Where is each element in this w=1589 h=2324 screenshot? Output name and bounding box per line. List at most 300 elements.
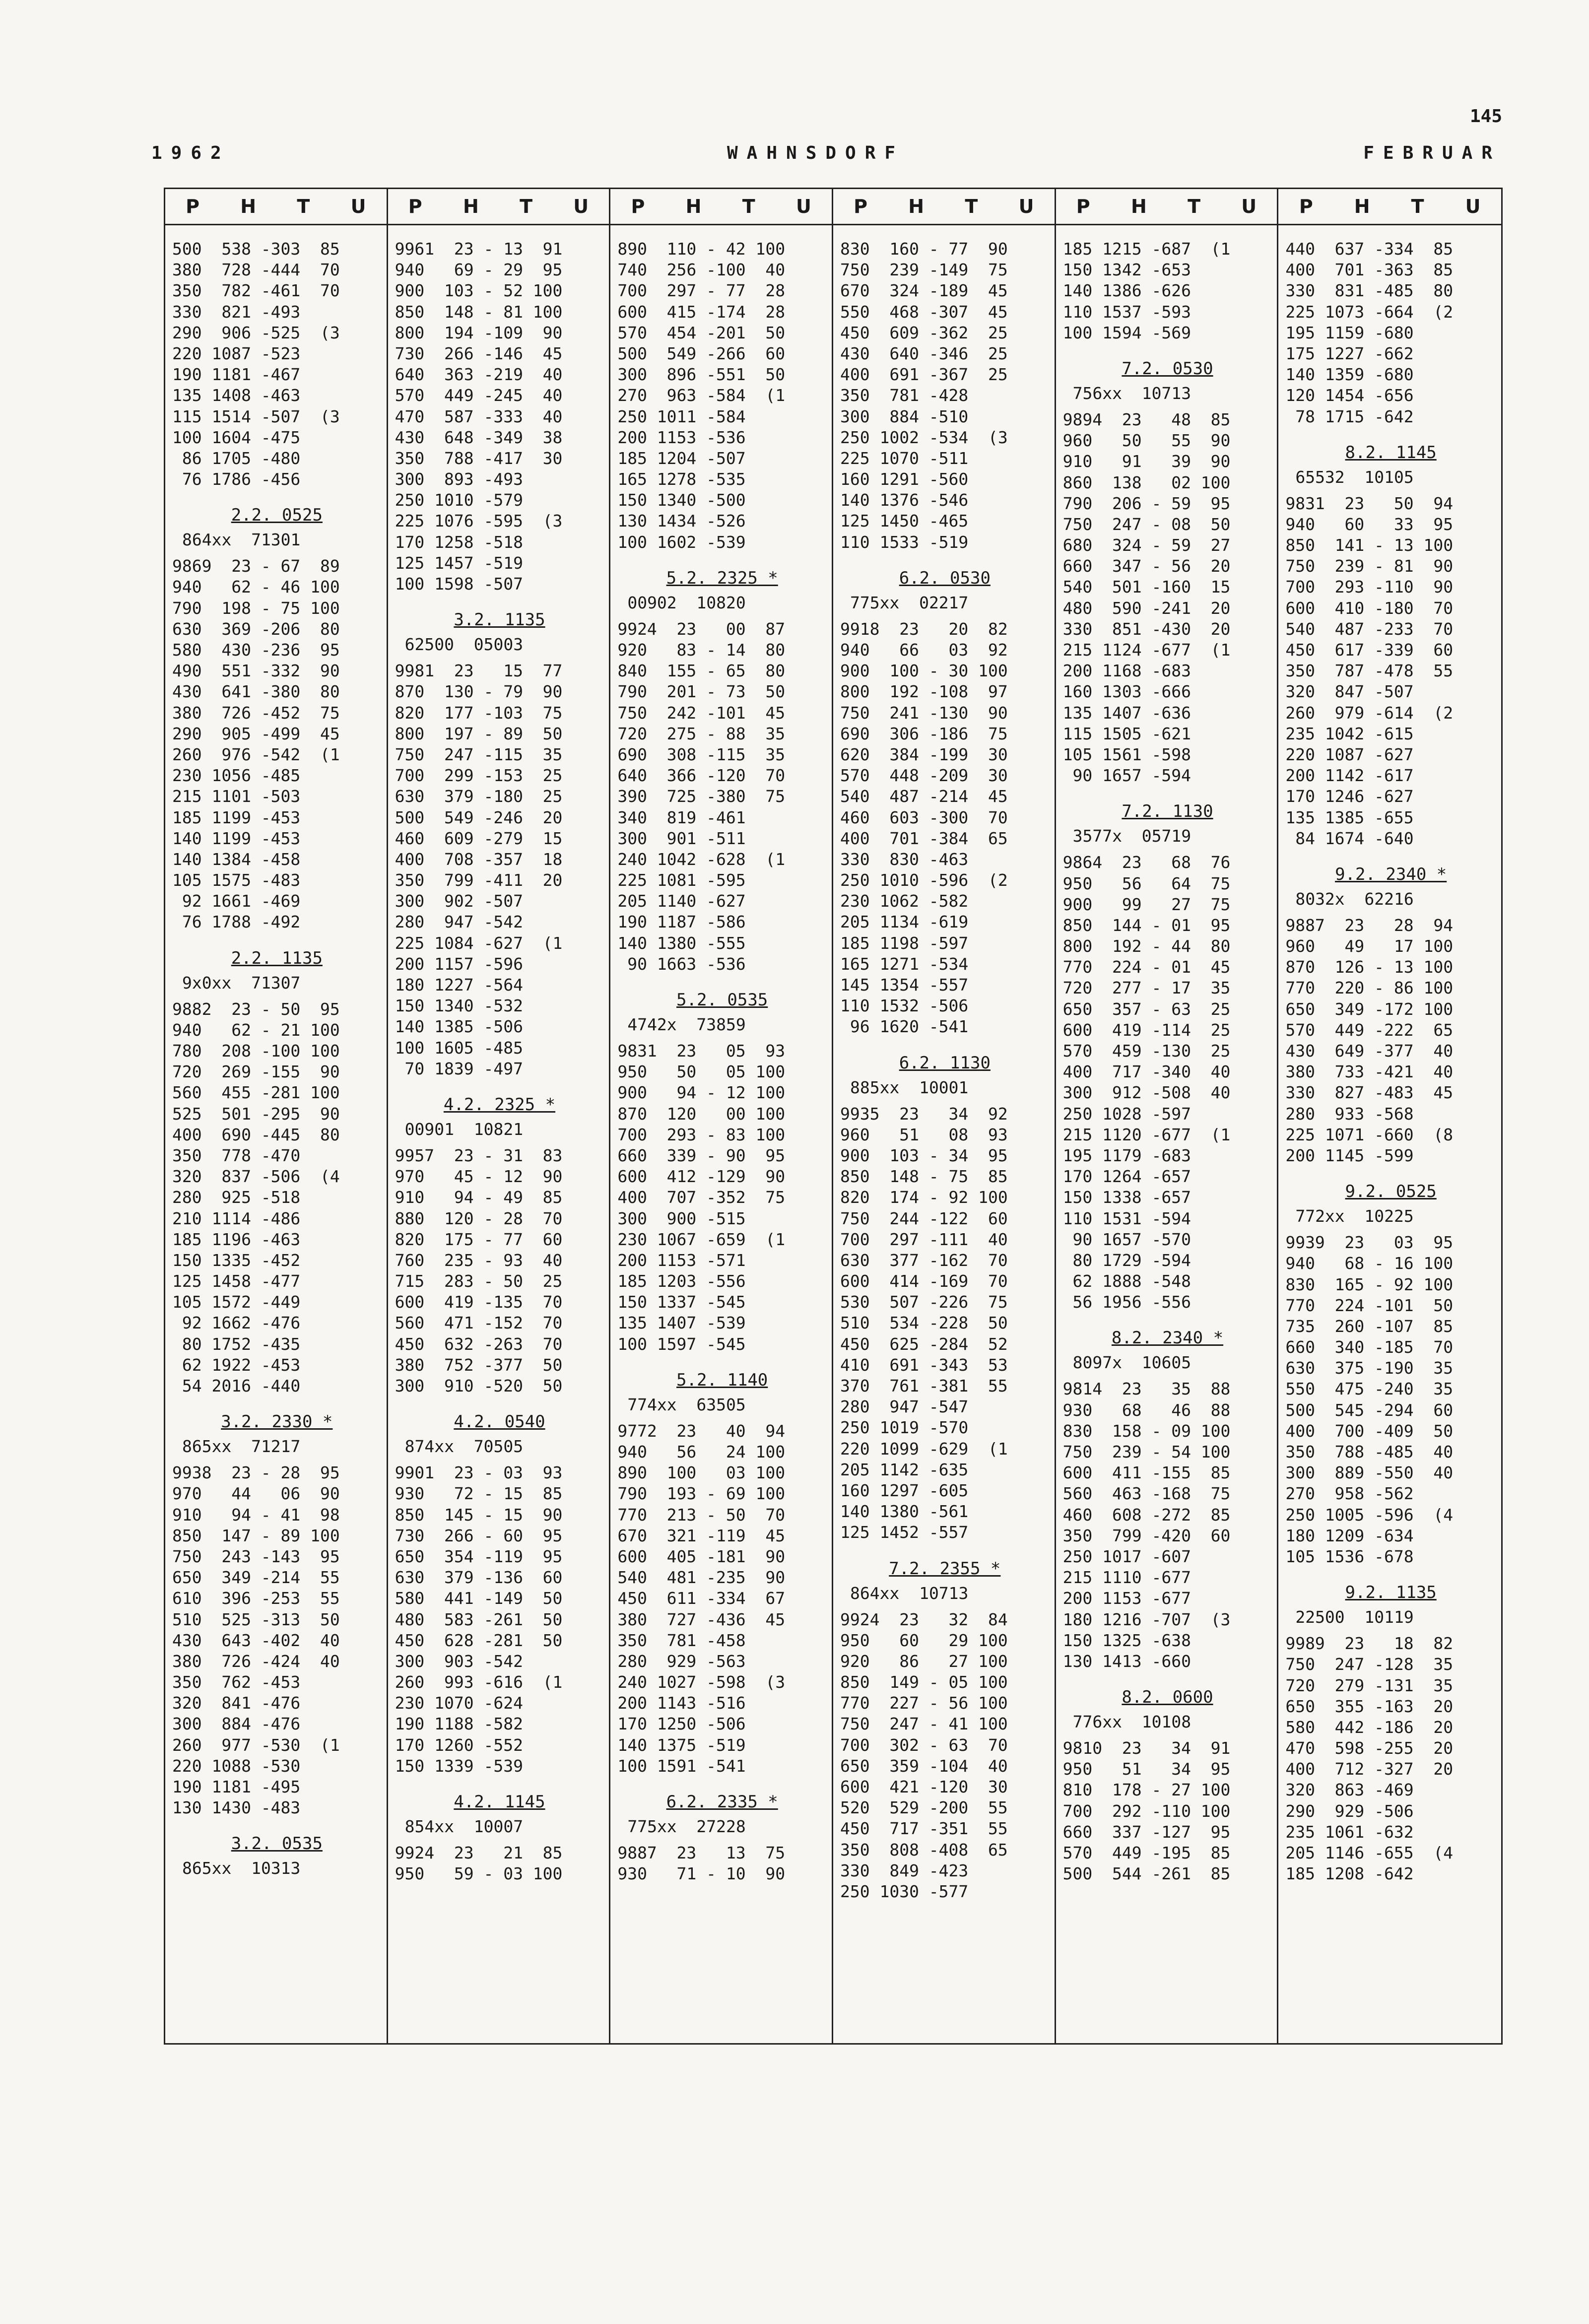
data-row: 190 1188 -582 — [395, 1714, 523, 1734]
column-header-label: U — [573, 196, 589, 217]
data-row: 690 306 -186 75 — [840, 724, 1008, 743]
data-row: 540 481 -235 90 — [617, 1568, 786, 1588]
station-code: 00902 10820 — [627, 593, 746, 612]
data-row: 350 778 -470 — [172, 1145, 301, 1165]
column-header-label: T — [520, 196, 532, 217]
column-header-label: T — [742, 196, 755, 217]
data-row: 230 1056 -485 — [172, 766, 301, 786]
data-row: 9935 23 34 92 — [840, 1104, 1008, 1124]
data-row: 170 1250 -506 — [617, 1714, 746, 1734]
data-row: 930 71 - 10 90 — [617, 1864, 786, 1884]
data-row: 870 126 - 13 100 — [1285, 957, 1454, 977]
data-row: 200 1168 -683 — [1062, 661, 1191, 681]
data-row: 170 1258 -518 — [395, 532, 523, 552]
data-row: 300 893 -493 — [395, 469, 523, 489]
data-row: 660 337 -127 95 — [1062, 1822, 1231, 1842]
data-row: 450 609 -362 25 — [840, 323, 1008, 342]
data-row: 850 149 - 05 100 — [840, 1672, 1008, 1692]
data-row: 225 1081 -595 — [617, 870, 746, 890]
data-row: 330 831 -485 80 — [1285, 281, 1454, 301]
column-header — [388, 189, 609, 225]
data-row: 9961 23 - 13 91 — [395, 239, 563, 259]
data-row: 290 929 -506 — [1285, 1801, 1414, 1821]
data-row: 450 611 -334 67 — [617, 1589, 786, 1608]
data-row: 270 958 -562 — [1285, 1484, 1414, 1504]
data-row: 800 197 - 89 50 — [395, 724, 563, 743]
station-code: 865xx 71217 — [182, 1437, 301, 1457]
data-row: 200 1153 -536 — [617, 427, 746, 447]
data-row: 250 1017 -607 — [1062, 1546, 1191, 1566]
header-place: WAHNSDORF — [727, 143, 905, 163]
data-row: 790 193 - 69 100 — [617, 1484, 786, 1504]
data-row: 970 44 06 90 — [172, 1484, 340, 1504]
data-row: 600 414 -169 70 — [840, 1271, 1008, 1291]
station-code: 772xx 10225 — [1295, 1206, 1414, 1226]
data-row: 950 56 64 75 — [1062, 873, 1231, 893]
sounding-section-title: 2.2. 1135 — [231, 948, 323, 968]
sounding-section-title: 3.2. 0535 — [231, 1834, 323, 1854]
column-header-label: U — [1465, 196, 1481, 217]
data-row: 125 1457 -519 — [395, 553, 523, 573]
data-row: 150 1342 -653 — [1062, 260, 1191, 280]
data-row: 480 590 -241 20 — [1062, 598, 1231, 618]
data-row: 570 454 -201 50 — [617, 323, 786, 342]
data-row: 90 1657 -570 — [1062, 1229, 1191, 1249]
data-row: 110 1531 -594 — [1062, 1208, 1191, 1228]
column-header-label: T — [1411, 196, 1424, 217]
sounding-section-title: 9.2. 2340 * — [1335, 864, 1447, 884]
header-year: 1962 — [151, 143, 230, 163]
data-row: 700 292 -110 100 — [1062, 1801, 1231, 1821]
station-code: 3577x 05719 — [1072, 826, 1192, 846]
data-row: 450 717 -351 55 — [840, 1819, 1008, 1839]
data-row: 300 896 -551 50 — [617, 365, 786, 385]
data-row: 540 487 -233 70 — [1285, 619, 1454, 639]
data-row: 185 1208 -642 — [1285, 1864, 1414, 1884]
data-row: 920 83 - 14 80 — [617, 640, 786, 660]
data-row: 110 1533 -519 — [840, 532, 969, 552]
data-row: 400 690 -445 80 — [172, 1125, 340, 1144]
data-row: 145 1354 -557 — [840, 975, 969, 995]
data-row: 750 241 -130 90 — [840, 703, 1008, 723]
data-row: 320 847 -507 — [1285, 682, 1414, 702]
data-row: 520 529 -200 55 — [840, 1798, 1008, 1818]
data-row: 560 463 -168 75 — [1062, 1484, 1231, 1504]
data-row: 350 788 -485 40 — [1285, 1442, 1454, 1461]
data-row: 450 628 -281 50 — [395, 1630, 563, 1650]
data-row: 80 1729 -594 — [1062, 1250, 1191, 1270]
data-row: 300 910 -520 50 — [395, 1376, 563, 1395]
data-column — [1278, 189, 1501, 2043]
data-row: 470 598 -255 20 — [1285, 1738, 1454, 1758]
data-row: 950 51 34 95 — [1062, 1759, 1231, 1779]
data-row: 220 1087 -627 — [1285, 744, 1414, 764]
data-row: 500 538 -303 85 — [172, 239, 340, 259]
station-code: 775xx 02217 — [850, 593, 969, 612]
data-row: 330 849 -423 — [840, 1860, 969, 1880]
data-row: 600 419 -135 70 — [395, 1292, 563, 1312]
data-column — [165, 189, 388, 2043]
data-column — [833, 189, 1056, 2043]
data-row: 820 174 - 92 100 — [840, 1188, 1008, 1207]
data-row: 150 1338 -657 — [1062, 1188, 1191, 1207]
data-row: 770 213 - 50 70 — [617, 1505, 786, 1525]
data-row: 9887 23 13 75 — [617, 1843, 786, 1862]
column-header-label: P — [408, 196, 422, 217]
data-row: 750 239 - 81 90 — [1285, 556, 1454, 576]
data-row: 105 1561 -598 — [1062, 744, 1191, 764]
station-code: 00901 10821 — [404, 1119, 524, 1139]
data-row: 380 752 -377 50 — [395, 1355, 563, 1375]
data-row: 850 144 - 01 95 — [1062, 915, 1231, 935]
data-row: 930 68 46 88 — [1062, 1400, 1231, 1420]
data-row: 650 357 - 63 25 — [1062, 999, 1231, 1019]
station-code: 8032x 62216 — [1295, 889, 1414, 909]
data-row: 770 224 - 01 45 — [1062, 957, 1231, 977]
data-row: 430 640 -346 25 — [840, 343, 1008, 363]
station-code: 4742x 73859 — [627, 1015, 746, 1034]
data-row: 720 277 - 17 35 — [1062, 978, 1231, 998]
data-row: 9924 23 00 87 — [617, 619, 786, 639]
column-header-label: H — [1354, 196, 1370, 217]
sounding-section-title: 3.2. 1135 — [454, 610, 545, 630]
station-code: 22500 10119 — [1295, 1607, 1414, 1627]
data-row: 240 1042 -628 (1 — [617, 849, 786, 869]
station-code: 864xx 71301 — [182, 530, 301, 550]
data-row: 900 94 - 12 100 — [617, 1083, 786, 1103]
data-row: 640 366 -120 70 — [617, 766, 786, 786]
data-row: 215 1120 -677 (1 — [1062, 1125, 1231, 1144]
data-row: 790 206 - 59 95 — [1062, 493, 1231, 513]
data-row: 185 1196 -463 — [172, 1229, 301, 1249]
data-row: 205 1134 -619 — [840, 912, 969, 932]
data-row: 84 1674 -640 — [1285, 828, 1414, 848]
data-row: 160 1291 -560 — [840, 469, 969, 489]
data-row: 135 1407 -636 — [1062, 703, 1191, 723]
data-row: 175 1227 -662 — [1285, 343, 1414, 363]
data-row: 850 147 - 89 100 — [172, 1526, 340, 1545]
data-row: 450 625 -284 52 — [840, 1334, 1008, 1354]
data-row: 510 525 -313 50 — [172, 1609, 340, 1629]
column-header-label: H — [908, 196, 925, 217]
data-row: 100 1598 -507 — [395, 574, 523, 594]
station-code: 864xx 10713 — [850, 1583, 969, 1603]
data-row: 750 243 -143 95 — [172, 1546, 340, 1566]
data-row: 600 411 -155 85 — [1062, 1463, 1231, 1483]
data-row: 380 726 -424 40 — [172, 1651, 340, 1671]
data-row: 900 103 - 52 100 — [395, 281, 563, 301]
column-header-label: T — [297, 196, 310, 217]
data-row: 80 1752 -435 — [172, 1334, 301, 1354]
sounding-section-title: 8.2. 0600 — [1122, 1687, 1213, 1708]
data-row: 205 1142 -635 — [840, 1460, 969, 1479]
data-row: 400 708 -357 18 — [395, 849, 563, 869]
data-row: 900 100 - 30 100 — [840, 661, 1008, 681]
data-row: 750 247 -128 35 — [1285, 1655, 1454, 1674]
sounding-section-title: 6.2. 0530 — [899, 568, 991, 588]
data-row: 160 1297 -605 — [840, 1480, 969, 1500]
data-row: 350 808 -408 65 — [840, 1840, 1008, 1859]
data-row: 750 242 -101 45 — [617, 703, 786, 723]
data-row: 790 198 - 75 100 — [172, 598, 340, 618]
data-row: 570 459 -130 25 — [1062, 1041, 1231, 1061]
sounding-section-title: 9.2. 0525 — [1345, 1182, 1437, 1202]
data-row: 620 384 -199 30 — [840, 744, 1008, 764]
data-row: 210 1114 -486 — [172, 1208, 301, 1228]
data-row: 180 1216 -707 (3 — [1062, 1609, 1231, 1629]
data-row: 700 297 - 77 28 — [617, 281, 786, 301]
data-row: 250 1028 -597 — [1062, 1104, 1191, 1124]
data-row: 650 354 -119 95 — [395, 1546, 563, 1566]
data-row: 180 1209 -634 — [1285, 1526, 1414, 1545]
header-month: FEBRUAR — [1363, 143, 1501, 163]
data-row: 220 1088 -530 — [172, 1756, 301, 1776]
data-row: 640 363 -219 40 — [395, 365, 563, 385]
data-row: 320 863 -469 — [1285, 1780, 1414, 1800]
data-row: 105 1536 -678 — [1285, 1546, 1414, 1566]
data-row: 700 293 -110 90 — [1285, 577, 1454, 597]
station-code: 775xx 27228 — [627, 1817, 746, 1836]
station-code: 874xx 70505 — [404, 1437, 524, 1457]
column-body — [840, 239, 1050, 1902]
station-code: 885xx 10001 — [850, 1077, 969, 1097]
data-row: 165 1271 -534 — [840, 954, 969, 974]
column-body — [395, 239, 604, 1884]
data-row: 760 235 - 93 40 — [395, 1250, 563, 1270]
data-row: 140 1359 -680 — [1285, 365, 1414, 385]
data-row: 735 260 -107 85 — [1285, 1316, 1454, 1336]
data-row: 130 1434 -526 — [617, 511, 746, 531]
data-row: 9831 23 50 94 — [1285, 493, 1454, 513]
data-row: 86 1705 -480 — [172, 448, 301, 468]
data-row: 115 1514 -507 (3 — [172, 406, 340, 426]
data-row: 630 379 -136 60 — [395, 1568, 563, 1588]
data-row: 460 603 -300 70 — [840, 807, 1008, 827]
column-header-label: P — [186, 196, 199, 217]
column-header-label: H — [463, 196, 479, 217]
data-row: 630 379 -180 25 — [395, 787, 563, 806]
data-row: 600 415 -174 28 — [617, 302, 786, 322]
data-row: 830 165 - 92 100 — [1285, 1274, 1454, 1294]
data-row: 185 1198 -597 — [840, 933, 969, 953]
column-header-label: U — [795, 196, 811, 217]
data-row: 185 1215 -687 (1 — [1062, 239, 1231, 259]
data-row: 280 925 -518 — [172, 1188, 301, 1207]
data-row: 660 347 - 56 20 — [1062, 556, 1231, 576]
data-row: 300 903 -542 — [395, 1651, 523, 1671]
data-row: 280 929 -563 — [617, 1651, 746, 1671]
data-row: 330 821 -493 — [172, 302, 301, 322]
data-row: 470 587 -333 40 — [395, 406, 563, 426]
data-row: 9831 23 05 93 — [617, 1041, 786, 1061]
column-body — [1063, 239, 1272, 1884]
data-row: 195 1179 -683 — [1062, 1145, 1191, 1165]
data-row: 130 1413 -660 — [1062, 1651, 1191, 1671]
data-row: 650 355 -163 20 — [1285, 1696, 1454, 1716]
data-row: 100 1604 -475 — [172, 427, 301, 447]
data-row: 9869 23 - 67 89 — [172, 556, 340, 576]
data-row: 810 178 - 27 100 — [1062, 1780, 1231, 1800]
data-row: 580 442 -186 20 — [1285, 1717, 1454, 1737]
data-row: 220 1099 -629 (1 — [840, 1439, 1008, 1459]
data-row: 225 1070 -511 — [840, 448, 969, 468]
data-row: 530 507 -226 75 — [840, 1292, 1008, 1312]
data-row: 890 110 - 42 100 — [617, 239, 786, 259]
data-row: 860 138 02 100 — [1062, 472, 1231, 492]
data-row: 940 62 - 46 100 — [172, 577, 340, 597]
data-row: 280 933 -568 — [1285, 1104, 1414, 1124]
data-row: 380 728 -444 70 — [172, 260, 340, 280]
data-row: 350 788 -417 30 — [395, 448, 563, 468]
data-row: 330 851 -430 20 — [1062, 619, 1231, 639]
data-row: 540 501 -160 15 — [1062, 577, 1231, 597]
column-header-label: U — [1018, 196, 1034, 217]
data-row: 950 50 05 100 — [617, 1062, 786, 1082]
data-row: 290 905 -499 45 — [172, 724, 340, 743]
data-row: 90 1663 -536 — [617, 954, 746, 974]
data-row: 100 1602 -539 — [617, 532, 746, 552]
data-row: 630 377 -162 70 — [840, 1250, 1008, 1270]
data-row: 750 244 -122 60 — [840, 1208, 1008, 1228]
data-row: 880 120 - 28 70 — [395, 1208, 563, 1228]
station-code: 9x0xx 71307 — [182, 973, 301, 993]
data-row: 660 340 -185 70 — [1285, 1337, 1454, 1357]
data-row: 560 471 -152 70 — [395, 1313, 563, 1333]
data-row: 9882 23 - 50 95 — [172, 999, 340, 1019]
data-row: 78 1715 -642 — [1285, 406, 1414, 426]
data-row: 230 1070 -624 — [395, 1693, 523, 1713]
data-row: 820 175 - 77 60 — [395, 1229, 563, 1249]
column-body — [617, 239, 827, 1884]
data-row: 950 60 29 100 — [840, 1630, 1008, 1650]
data-row: 110 1537 -593 — [1062, 302, 1191, 322]
sounding-section-title: 4.2. 1145 — [454, 1792, 545, 1812]
data-row: 940 69 - 29 95 — [395, 260, 563, 280]
sounding-section-title: 2.2. 0525 — [231, 505, 323, 526]
data-row: 740 256 -100 40 — [617, 260, 786, 280]
data-row: 670 321 -119 45 — [617, 1526, 786, 1545]
data-row: 300 884 -476 — [172, 1714, 301, 1734]
data-row: 460 609 -279 15 — [395, 828, 563, 848]
data-row: 800 192 - 44 80 — [1062, 936, 1231, 956]
data-row: 430 648 -349 38 — [395, 427, 563, 447]
data-row: 230 1062 -582 — [840, 891, 969, 911]
column-header-label: P — [1299, 196, 1313, 217]
data-row: 730 266 -146 45 — [395, 343, 563, 363]
data-row: 235 1061 -632 — [1285, 1822, 1414, 1842]
data-row: 215 1124 -677 (1 — [1062, 640, 1231, 660]
data-row: 680 324 - 59 27 — [1062, 535, 1231, 555]
data-row: 800 192 -108 97 — [840, 682, 1008, 702]
data-row: 9989 23 18 82 — [1285, 1634, 1454, 1654]
data-row: 650 359 -104 40 — [840, 1756, 1008, 1776]
data-row: 9864 23 68 76 — [1062, 853, 1231, 872]
data-row: 820 177 -103 75 — [395, 703, 563, 723]
data-row: 400 701 -363 85 — [1285, 260, 1454, 280]
column-header — [1056, 189, 1277, 225]
sounding-section-title: 8.2. 2340 * — [1111, 1328, 1224, 1348]
data-row: 185 1204 -507 — [617, 448, 746, 468]
sounding-section-title: 5.2. 2325 * — [666, 568, 778, 588]
data-row: 140 1376 -546 — [840, 490, 969, 510]
data-row: 140 1385 -506 — [395, 1017, 523, 1037]
data-row: 630 369 -206 80 — [172, 619, 340, 639]
data-row: 9814 23 35 88 — [1062, 1379, 1231, 1399]
data-row: 370 761 -381 55 — [840, 1376, 1008, 1395]
data-row: 570 449 -195 85 — [1062, 1843, 1231, 1862]
data-row: 135 1385 -655 — [1285, 807, 1414, 827]
data-row: 150 1340 -500 — [617, 490, 746, 510]
data-row: 110 1532 -506 — [840, 996, 969, 1016]
data-row: 460 608 -272 85 — [1062, 1505, 1231, 1525]
column-header-label: U — [1241, 196, 1257, 217]
data-row: 120 1454 -656 — [1285, 386, 1414, 405]
data-row: 205 1146 -655 (4 — [1285, 1843, 1454, 1862]
data-row: 200 1145 -599 — [1285, 1145, 1414, 1165]
data-row: 92 1662 -476 — [172, 1313, 301, 1333]
page-number: 145 — [1470, 106, 1503, 127]
data-row: 130 1430 -483 — [172, 1798, 301, 1818]
station-code: 854xx 10007 — [404, 1817, 524, 1836]
data-row: 100 1597 -545 — [617, 1334, 746, 1354]
data-row: 125 1458 -477 — [172, 1271, 301, 1291]
data-row: 280 947 -547 — [840, 1397, 969, 1417]
data-row: 9924 23 32 84 — [840, 1609, 1008, 1629]
station-code: 865xx 10313 — [182, 1859, 301, 1878]
data-row: 600 412 -129 90 — [617, 1167, 786, 1187]
column-header-label: U — [350, 196, 366, 217]
data-row: 250 1019 -570 — [840, 1418, 969, 1438]
data-row: 525 501 -295 90 — [172, 1104, 340, 1124]
data-row: 190 1181 -495 — [172, 1777, 301, 1796]
data-row: 380 727 -436 45 — [617, 1609, 786, 1629]
data-row: 580 441 -149 50 — [395, 1589, 563, 1608]
column-header-label: T — [1188, 196, 1200, 217]
data-row: 600 405 -181 90 — [617, 1546, 786, 1566]
data-row: 140 1375 -519 — [617, 1735, 746, 1755]
data-row: 165 1278 -535 — [617, 469, 746, 489]
data-row: 720 279 -131 35 — [1285, 1675, 1454, 1695]
column-header-label: T — [965, 196, 978, 217]
data-row: 940 68 - 16 100 — [1285, 1254, 1454, 1273]
column-header — [165, 189, 387, 225]
data-row: 100 1605 -485 — [395, 1038, 523, 1058]
data-row: 490 551 -332 90 — [172, 661, 340, 681]
data-row: 9901 23 - 03 93 — [395, 1463, 563, 1483]
data-row: 430 643 -402 40 — [172, 1630, 340, 1650]
column-header — [1278, 189, 1501, 225]
data-row: 250 1002 -534 (3 — [840, 427, 1008, 447]
data-row: 510 534 -228 50 — [840, 1313, 1008, 1333]
data-row: 9939 23 03 95 — [1285, 1233, 1454, 1253]
column-header-label: P — [631, 196, 645, 217]
data-row: 630 375 -190 35 — [1285, 1358, 1454, 1378]
data-row: 950 59 - 03 100 — [395, 1864, 563, 1884]
data-row: 750 239 -149 75 — [840, 260, 1008, 280]
data-row: 830 158 - 09 100 — [1062, 1421, 1231, 1441]
data-row: 150 1339 -539 — [395, 1756, 523, 1776]
data-row: 320 837 -506 (4 — [172, 1167, 340, 1187]
data-row: 125 1450 -465 — [840, 511, 969, 531]
sounding-section-title: 9.2. 1135 — [1345, 1583, 1437, 1603]
data-row: 920 86 27 100 — [840, 1651, 1008, 1671]
data-row: 9772 23 40 94 — [617, 1421, 786, 1441]
data-row: 56 1956 -556 — [1062, 1292, 1191, 1312]
data-row: 940 62 - 21 100 — [172, 1020, 340, 1040]
data-row: 250 1005 -596 (4 — [1285, 1505, 1454, 1525]
data-row: 910 94 - 41 98 — [172, 1505, 340, 1525]
data-column — [610, 189, 833, 2043]
